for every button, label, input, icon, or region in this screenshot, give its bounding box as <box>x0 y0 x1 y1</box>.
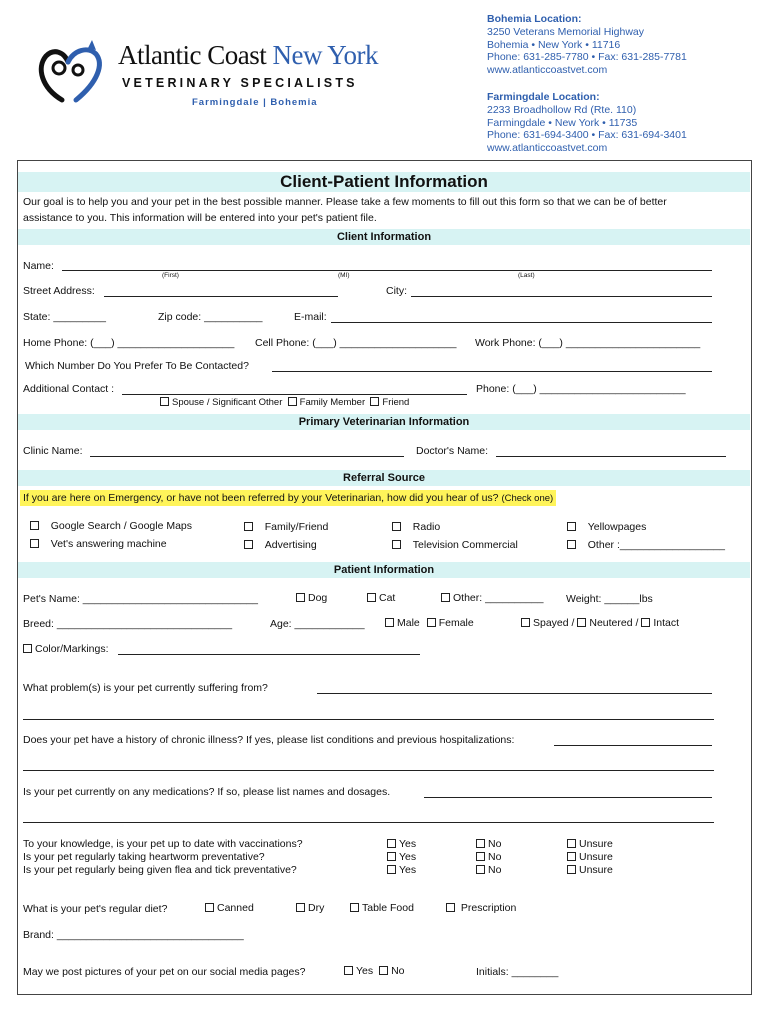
flea-no-checkbox[interactable] <box>476 865 485 874</box>
prefer-label: Which Number Do You Prefer To Be Contacted? <box>25 360 249 372</box>
repro-options: Spayed / Neutered / Intact <box>521 617 679 629</box>
street-field[interactable] <box>104 296 338 297</box>
diet-label: What is your pet's regular diet? <box>23 903 168 915</box>
social-no-checkbox[interactable] <box>379 966 388 975</box>
problem-label: What problem(s) is your pet currently suffering from? <box>23 682 268 694</box>
heart-no-checkbox[interactable] <box>476 852 485 861</box>
brand-field[interactable]: Brand: ________________________________ <box>23 929 244 941</box>
initials-field[interactable]: Initials: ________ <box>476 966 559 978</box>
doctor-field[interactable] <box>496 456 726 457</box>
intact-checkbox[interactable] <box>641 618 650 627</box>
neutered-checkbox[interactable] <box>577 618 586 627</box>
problem-field-2[interactable] <box>23 719 714 720</box>
spouse-checkbox[interactable] <box>160 397 169 406</box>
unsure-column: Unsure Unsure Unsure <box>567 838 613 877</box>
name-label: Name: <box>23 260 54 272</box>
doctor-label: Doctor's Name: <box>416 445 489 457</box>
other-referral-option[interactable]: Other :__________________ <box>567 539 725 551</box>
meds-label: Is your pet currently on any medications? If so, please list names and dosages. <box>23 786 391 798</box>
social-yes-checkbox[interactable] <box>344 966 353 975</box>
social-options: Yes No <box>344 965 405 977</box>
work-phone-field[interactable]: Work Phone: (___) _______________________ <box>475 337 701 349</box>
vet-heading: Primary Veterinarian Information <box>18 414 750 430</box>
spayed-checkbox[interactable] <box>521 618 530 627</box>
additional-contact-label: Additional Contact : <box>23 383 115 395</box>
family-friend-option[interactable]: Family/Friend <box>244 521 328 533</box>
female-checkbox[interactable] <box>427 618 436 627</box>
chronic-field-2[interactable] <box>23 770 714 771</box>
heart-yes-checkbox[interactable] <box>387 852 396 861</box>
weight-field[interactable]: Weight: ______lbs <box>566 593 653 605</box>
name-field[interactable] <box>62 270 712 271</box>
city-label: City: <box>386 285 407 297</box>
zip-label: Zip code: __________ <box>158 311 263 323</box>
flea-yes-checkbox[interactable] <box>387 865 396 874</box>
canned-option[interactable]: Canned <box>205 902 254 914</box>
heart-paw-logo-icon <box>32 38 112 118</box>
city-field[interactable] <box>411 296 712 297</box>
prescription-option[interactable]: Prescription <box>446 902 516 914</box>
email-field[interactable] <box>331 322 712 323</box>
heart-unsure-checkbox[interactable] <box>567 852 576 861</box>
color-field[interactable] <box>118 654 420 655</box>
first-caption: (First) <box>162 272 179 279</box>
intro-line-1: Our goal is to help you and your pet in the best possible manner. Please take a few moments to fill out this form so that we can be of better <box>23 196 667 208</box>
cat-option[interactable]: Cat <box>367 592 395 604</box>
health-questions: To your knowledge, is your pet up to date with vaccinations? Is your pet regularly taking heartworm preventative? Is your pet regularly being given flea and tick preventative? <box>23 838 303 876</box>
vacc-no-checkbox[interactable] <box>476 839 485 848</box>
color-option[interactable]: Color/Markings: <box>23 643 109 655</box>
vacc-unsure-checkbox[interactable] <box>567 839 576 848</box>
dog-option[interactable]: Dog <box>296 592 327 604</box>
male-checkbox[interactable] <box>385 618 394 627</box>
prefer-field[interactable] <box>272 371 712 372</box>
table-food-option[interactable]: Table Food <box>350 902 414 914</box>
radio-option[interactable]: Radio <box>392 521 440 533</box>
cell-phone-field[interactable]: Cell Phone: (___) ____________________ <box>255 337 457 349</box>
mi-caption: (MI) <box>338 272 350 279</box>
yellowpages-option[interactable]: Yellowpages <box>567 521 646 533</box>
last-caption: (Last) <box>518 272 535 279</box>
meds-field[interactable] <box>424 797 712 798</box>
meds-field-2[interactable] <box>23 822 714 823</box>
form-title: Client-Patient Information <box>18 172 750 192</box>
patient-heading: Patient Information <box>18 562 750 578</box>
brand-name: Atlantic Coast New York <box>118 40 379 70</box>
flea-unsure-checkbox[interactable] <box>567 865 576 874</box>
referral-heading: Referral Source <box>18 470 750 486</box>
sex-options: Male Female <box>385 617 474 629</box>
pet-name-field[interactable]: Pet's Name: ______________________________ <box>23 593 258 605</box>
age-field[interactable]: Age: ____________ <box>270 618 365 630</box>
vacc-yes-checkbox[interactable] <box>387 839 396 848</box>
relation-options: Spouse / Significant Other Family Member Friend <box>160 397 409 408</box>
intro-line-2: assistance to you. This information will be entered into your pet's patient file. <box>23 212 377 224</box>
chronic-label: Does your pet have a history of chronic illness? If yes, please list conditions and previous hospitalizations: <box>23 734 515 746</box>
farmingdale-location: Farmingdale Location: 2233 Broadhollow Rd (Rte. 110) Farmingdale • New York • 11735 Phone: 631-694-3400 • Fax: 631-694-3401 www.atlanticcoastvet.com <box>487 91 687 155</box>
vets-option[interactable]: Vet's answering machine <box>30 538 167 550</box>
breed-field[interactable]: Breed: ______________________________ <box>23 618 233 630</box>
google-option[interactable]: Google Search / Google Maps <box>30 520 192 532</box>
bohemia-location: Bohemia Location: 3250 Veterans Memorial Highway Bohemia • New York • 11716 Phone: 631-285-7780 • Fax: 631-285-7781 www.atlanticcoastvet.com <box>487 13 687 77</box>
clinic-field[interactable] <box>90 456 404 457</box>
no-column: No No No <box>476 838 501 877</box>
social-label: May we post pictures of your pet on our social media pages? <box>23 966 306 978</box>
problem-field[interactable] <box>317 693 712 694</box>
street-label: Street Address: <box>23 285 95 297</box>
email-label: E-mail: <box>294 311 327 323</box>
tv-option[interactable]: Television Commercial <box>392 539 518 551</box>
advertising-option[interactable]: Advertising <box>244 539 317 551</box>
home-phone-field[interactable]: Home Phone: (___) ____________________ <box>23 337 235 349</box>
brand-cities: Farmingdale | Bohemia <box>192 97 318 108</box>
referral-question: If you are here on Emergency, or have not been referred by your Veterinarian, how did you hear of us? (Check one) <box>20 490 556 506</box>
additional-phone-field[interactable]: Phone: (___) _________________________ <box>476 383 686 395</box>
dry-option[interactable]: Dry <box>296 902 324 914</box>
client-heading: Client Information <box>18 229 750 245</box>
friend-checkbox[interactable] <box>370 397 379 406</box>
chronic-field[interactable] <box>554 745 712 746</box>
additional-contact-field[interactable] <box>122 394 467 395</box>
family-member-checkbox[interactable] <box>288 397 297 406</box>
yes-column: Yes Yes Yes <box>387 838 416 877</box>
other-species-option[interactable]: Other: __________ <box>441 592 544 604</box>
state-label: State: _________ <box>23 311 106 323</box>
brand-subtitle: VETERINARY SPECIALISTS <box>122 76 358 90</box>
clinic-label: Clinic Name: <box>23 445 83 457</box>
